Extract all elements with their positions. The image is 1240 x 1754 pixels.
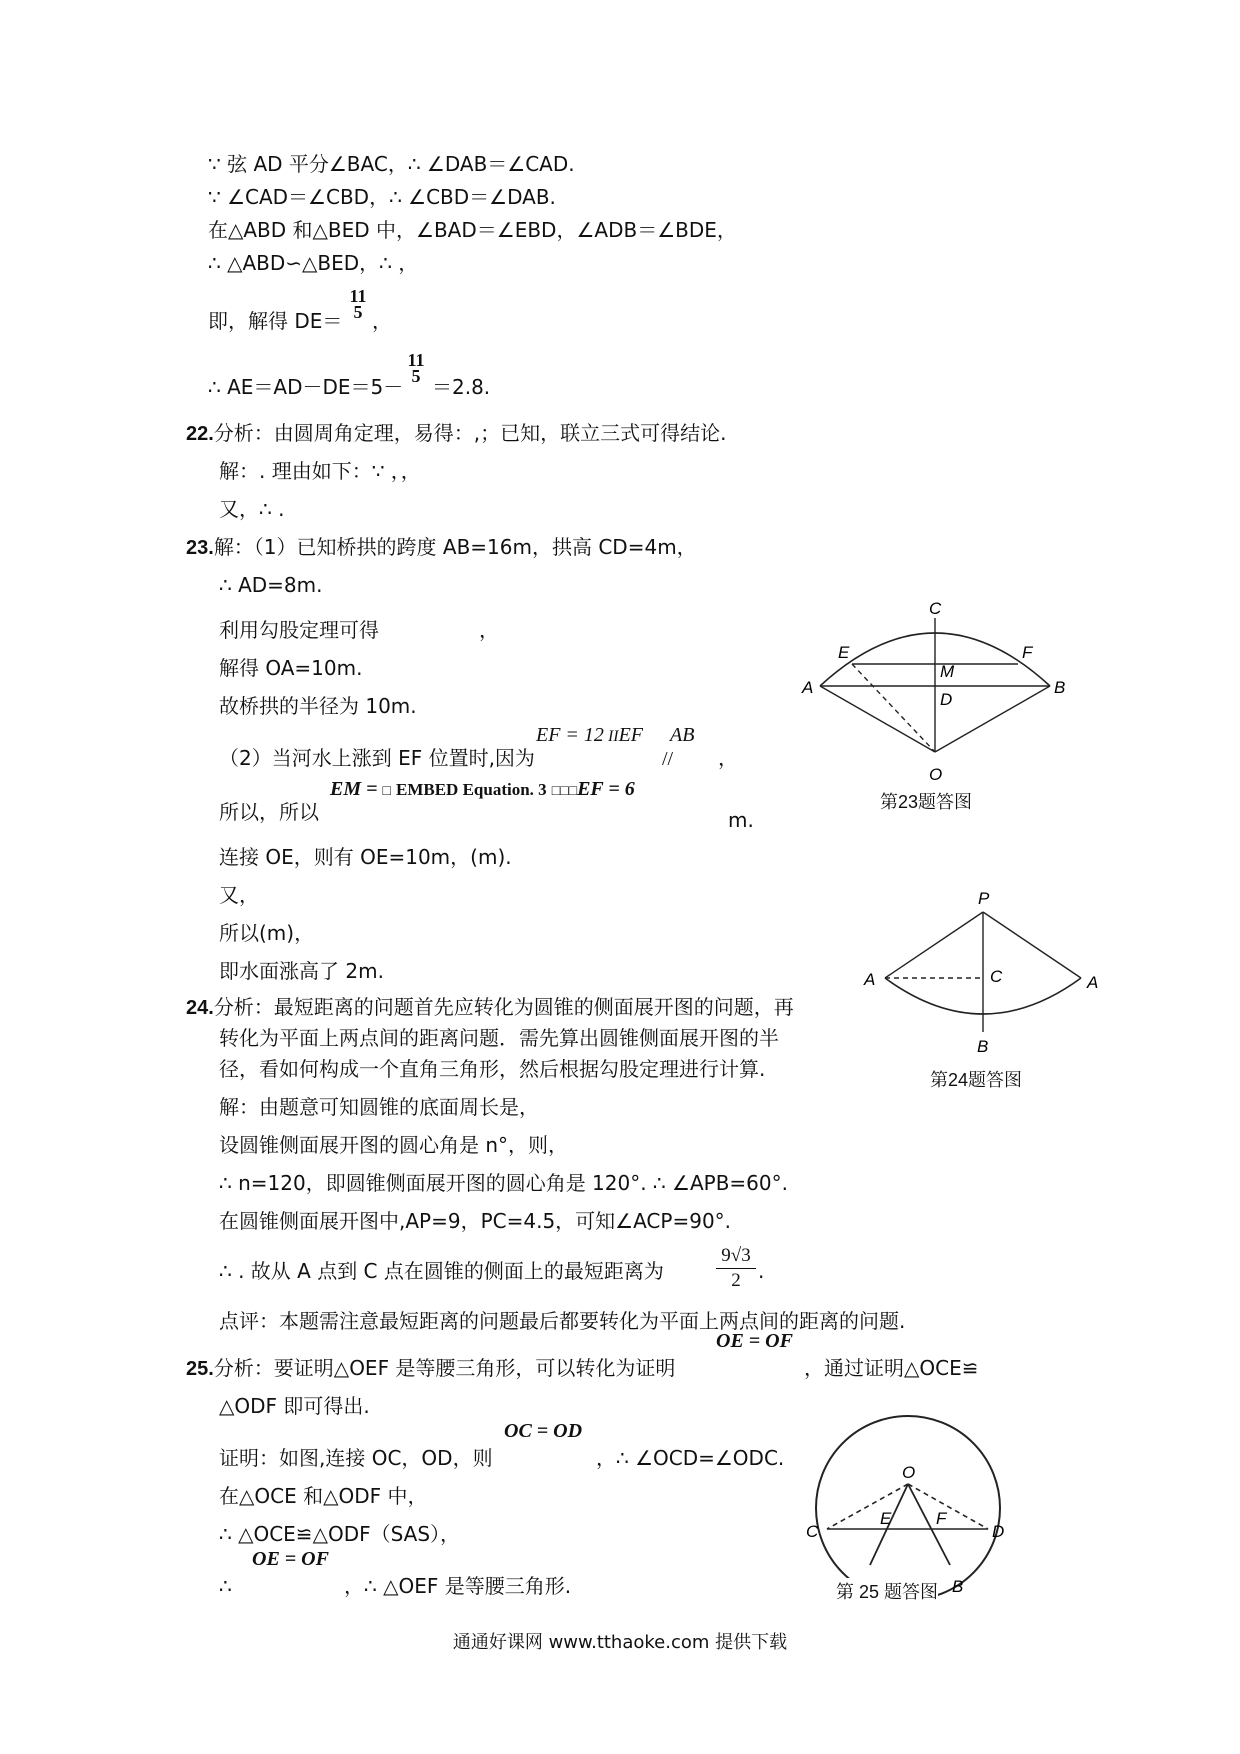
line-OC xyxy=(827,1484,908,1529)
footer: 通通好课网 www.tthaoke.com 提供下载 xyxy=(452,1632,788,1653)
question-text: 解：（1）已知桥拱的跨度 AB=16m，拱高 CD=4m， xyxy=(213,535,697,559)
equation-text: EF xyxy=(618,724,644,746)
question-text: 分析：由圆周角定理，易得：,；已知，联立三式可得结论. xyxy=(213,421,727,445)
fraction-denominator: 5 xyxy=(353,302,363,322)
text-line: 在△ABD 和△BED 中，∠BAD＝∠EBD，∠ADB＝∠BDE， xyxy=(208,218,737,242)
fraction-denominator: 5 xyxy=(411,366,421,386)
text-line: ，∴ △OEF 是等腰三角形. xyxy=(344,1574,572,1598)
label-F: F xyxy=(936,1509,947,1528)
question-text: 分析：要证明△OEF 是等腰三角形，可以转化为证明 xyxy=(213,1356,676,1380)
label-A: A xyxy=(802,678,814,697)
text-line: △ODF 即可得出. xyxy=(219,1394,370,1418)
text-line: 所以，所以 xyxy=(219,800,319,824)
text-line: 又， xyxy=(219,883,259,907)
question-text: 分析：最短距离的问题首先应转化为圆锥的侧面展开图的问题，再 xyxy=(213,995,794,1019)
text-line: 在△OCE 和△ODF 中， xyxy=(219,1484,428,1508)
question-25 xyxy=(186,1356,675,1381)
circle xyxy=(816,1416,1000,1600)
label-E: E xyxy=(838,643,850,662)
question-24 xyxy=(186,995,794,1020)
label-O: O xyxy=(929,765,943,784)
equation-image: OC = OD xyxy=(504,1420,583,1442)
text-line: ∴ xyxy=(219,1574,232,1598)
text-line: 即水面涨高了 2m. xyxy=(219,959,384,983)
text-line: 所以(m)， xyxy=(219,921,315,945)
text-line: 即，解得 DE＝ xyxy=(208,309,343,333)
fraction-numerator: 11 xyxy=(407,350,425,370)
sqrt-fraction xyxy=(716,1244,756,1293)
text-line: 解：由题意可知圆锥的底面周长是， xyxy=(219,1095,539,1119)
label-C: C xyxy=(806,1522,819,1541)
equation-text: EM = xyxy=(330,778,378,800)
text-line: 解得 OA=10m. xyxy=(219,656,363,680)
question-number: 24. xyxy=(186,997,214,1019)
text-line: 利用勾股定理可得 ， xyxy=(219,618,499,642)
question-number: 25. xyxy=(186,1358,214,1380)
question-23 xyxy=(186,535,697,560)
text-line: ∴ AE＝AD－DE＝5－ xyxy=(208,375,404,399)
fraction-numerator: 11 xyxy=(349,286,367,306)
text-line: ∵ 弦 AD 平分∠BAC，∴ ∠DAB＝∠CAD. xyxy=(208,152,575,176)
label-M: M xyxy=(940,662,955,681)
equation-image: EM = □ EMBED Equation. 3 □□□EF = 6 xyxy=(330,778,635,800)
text-line: . xyxy=(758,1259,765,1283)
text-line: ∴ n=120，即圆锥侧面展开图的圆心角是 120°. ∴ ∠APB=60°. xyxy=(219,1171,788,1195)
label-D: D xyxy=(940,690,953,709)
text-line: （2）当河水上涨到 EF 位置时,因为 xyxy=(219,746,535,770)
question-number: 23. xyxy=(186,537,214,559)
fraction-denominator: 2 xyxy=(731,1270,741,1291)
text-line: 转化为平面上两点间的距离问题．需先算出圆锥侧面展开图的半 xyxy=(219,1026,779,1050)
label-O: O xyxy=(902,1463,916,1482)
equation-text: AB xyxy=(670,724,695,746)
equation-image: EF = 12 IIEF AB xyxy=(536,724,695,746)
text-line: ∴ . 故从 A 点到 C 点在圆锥的侧面上的最短距离为 xyxy=(219,1259,664,1283)
label-A-left: A xyxy=(864,970,876,989)
text-line: 连接 OE，则有 OE=10m，(m). xyxy=(219,845,512,869)
figure-caption: 第24题答图 xyxy=(930,1070,1023,1090)
line-AO xyxy=(820,686,935,752)
figure-caption: 第23题答图 xyxy=(880,792,973,812)
text-line: ∵ ∠CAD＝∠CBD，∴ ∠CBD＝∠DAB. xyxy=(208,185,556,209)
text-line: 点评：本题需注意最短距离的问题最后都要转化为平面上两点间的距离的问题. xyxy=(219,1309,906,1333)
label-C: C xyxy=(929,600,942,618)
figure-caption: 第 25 题答图 xyxy=(836,1578,938,1604)
equation-text: EMBED Equation. 3 xyxy=(396,780,547,799)
text-line: ∴ △ABD∽△BED，∴ ， xyxy=(208,251,419,275)
label-B: B xyxy=(1054,678,1066,697)
text-line: 又，∴ . xyxy=(219,497,285,521)
text-line: ，通过证明△OCE≌ xyxy=(804,1356,979,1380)
equation-image: OE = OF xyxy=(252,1548,329,1570)
text-line: ＝2.8. xyxy=(432,375,491,399)
label-B: B xyxy=(952,1577,964,1596)
fraction xyxy=(406,352,426,384)
label-D: D xyxy=(992,1522,1005,1541)
text-line: ∴ AD=8m. xyxy=(219,573,323,597)
text-line: m. xyxy=(728,808,754,832)
label-B: B xyxy=(977,1037,989,1056)
label-A-right: A xyxy=(1087,973,1099,992)
label-C: C xyxy=(990,967,1003,986)
figure-24 xyxy=(858,890,1118,1060)
label-E: E xyxy=(880,1509,892,1528)
text-line: 证明：如图,连接 OC，OD，则 xyxy=(219,1446,493,1470)
text-line: ， xyxy=(372,309,392,333)
line-PA-left xyxy=(885,912,983,978)
label-F: F xyxy=(1022,643,1033,662)
fraction-numerator: 9√3 xyxy=(716,1244,756,1269)
text-line: 设圆锥侧面展开图的圆心角是 n°，则， xyxy=(219,1133,569,1157)
question-number: 22. xyxy=(186,423,214,445)
label-P: P xyxy=(978,890,990,908)
text-line: ， xyxy=(718,746,738,770)
equation-text: EF = 6 xyxy=(577,778,635,800)
parallel-symbol: // xyxy=(662,748,674,770)
text-line: 径，看如何构成一个直角三角形，然后根据勾股定理进行计算. xyxy=(219,1057,766,1081)
figure-23 xyxy=(800,600,1070,810)
text-line: ，∴ ∠OCD=∠ODC. xyxy=(596,1446,785,1470)
text-line: ∴ △OCE≌△ODF（SAS）， xyxy=(219,1522,461,1546)
text-line: 解：. 理由如下：∵ ，， xyxy=(219,459,421,483)
text-line: 故桥拱的半径为 10m. xyxy=(219,694,417,718)
equation-image: OE = OF xyxy=(716,1330,793,1352)
line-EO xyxy=(852,664,935,752)
equation-text: EF = 12 xyxy=(536,724,604,746)
question-22 xyxy=(186,421,727,446)
text-line: 在圆锥侧面展开图中,AP=9，PC=4.5，可知∠ACP=90°. xyxy=(219,1209,732,1233)
fraction xyxy=(348,288,368,320)
